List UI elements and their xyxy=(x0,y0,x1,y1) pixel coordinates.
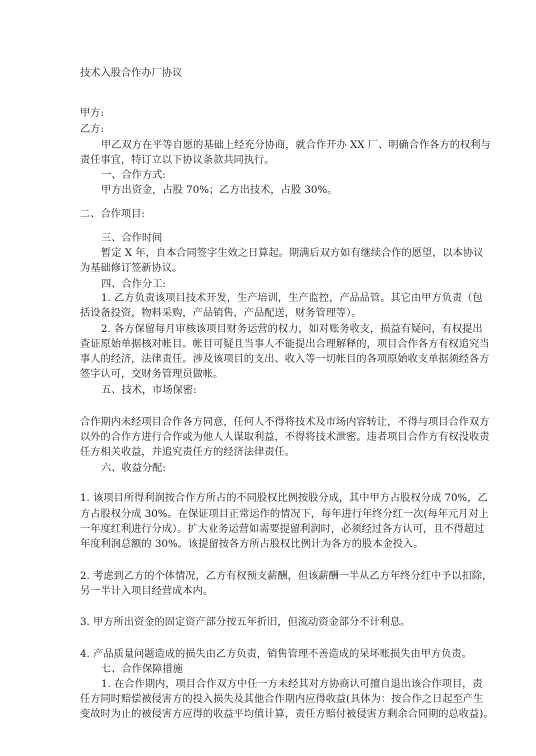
section-4-p1-line: 1. 乙方负责该项目技术开发，生产培训，生产监控，产品品管。其它由甲方负责（包 xyxy=(101,293,483,304)
section-6-heading: 六、收益分配: xyxy=(101,463,166,474)
section-6-p2-line: 2. 考虑到乙方的个体情况，乙方有权预支薪酬，但该薪酬一半从乙方年终分红中予以扣除， xyxy=(80,571,493,582)
section-7-p1-line: 任方同时赔偿被侵害方的投入损失及其他合作期内应得收益(具体为：按合作之日起至产生 xyxy=(80,694,484,705)
section-4-p2-line: 查证原始单据核对帐目。帐目可疑且当事人不能提出合理解释的，项目合作各方有权追究当 xyxy=(80,339,490,350)
section-3-heading: 三、合作时间 xyxy=(101,233,163,244)
section-6-p1-line: 方占股权分成 30%。在保证项目正常运作的情况下，每年进行年终分红一次(每年元月对上 xyxy=(80,509,489,520)
section-3-line: 暂定 X 年，自本合同签字生效之日算起。期满后双方如有继续合作的愿望，以本协议 xyxy=(101,248,484,259)
intro-line: 责任事宜，特订立以下协议条款共同执行。 xyxy=(80,155,275,166)
section-2-heading: 二、合作项目: xyxy=(80,209,145,220)
section-5-line: 以外的合作方进行合作或为他人人谋取利益，不得将技术泄密。违者项目合作方有权没收责 xyxy=(80,432,490,443)
section-6-p2-line: 另一半计入项目经营成本内。 xyxy=(80,586,214,597)
section-4-p2-line: 签字认可，交财务管理员做帐。 xyxy=(80,369,224,380)
section-4-p2-line: 事人的经济，法律责任。涉及该项目的支出、收入等一切帐目的各项原始收支单据须经各方 xyxy=(80,354,490,365)
intro-line: 甲乙双方在平等自愿的基础上经充分协商，就合作开办 XX 厂、明确合作各方的权利与 xyxy=(101,140,491,151)
section-7-heading: 七、合作保障措施 xyxy=(101,664,183,675)
document-title: 技术入股合作办厂协议 xyxy=(80,68,183,79)
section-3-line: 为基础修订签新协议。 xyxy=(80,263,183,274)
section-7-p1-line: 变故时为止的被侵害方应得的收益平均值计算，责任方赔付被侵害方剩余合同期的总收益)。 xyxy=(80,709,494,720)
party-b-label: 乙方: xyxy=(80,124,104,135)
section-1-heading: 一、合作方式: xyxy=(101,170,166,181)
section-4-p1-line: 括设备投资，物料采购，产品销售，产品配送，财务管理等）。 xyxy=(80,308,362,319)
party-a-label: 甲方: xyxy=(80,108,104,119)
section-7-p1-line: 1. 在合作期内，项目合作双方中任一方未经其对方协商认可擅自退出该合作项目，责 xyxy=(101,679,483,690)
section-4-p2-line: 2. 各方保留每月审核该项目财务运营的权力，如对账务收支，损益有疑问，有权提出 xyxy=(101,324,483,335)
section-6-p1-line: 年度利润总额的 30%。该提留按各方所占股权比例计为各方的股本金投入。 xyxy=(80,539,424,550)
section-5-heading: 五、技术，市场保密: xyxy=(101,385,197,396)
section-1-text: 甲方出资金，占股 70%；乙方出技术，占股 30%。 xyxy=(101,185,338,196)
section-6-p1-line: 1. 该项目所得利润按合作方所占的不同股权比例按股分成，其中甲方占股权分成 70%，乙 xyxy=(80,493,488,504)
section-5-line: 任方相关收益，并追究责任方的经济法律责任。 xyxy=(80,447,295,458)
section-6-p1-line: 一年度红利进行分成）。扩大业务运营如需要提留利润时，必须经过各方认可，且不得超过 xyxy=(80,524,485,535)
section-6-p4: 4. 产品质量问题造成的损失由乙方负责，销售管理不善造成的呆坏账损失由甲方负责。 xyxy=(80,649,472,660)
section-5-line: 合作期内未经项目合作各方同意，任何人不得将技术及市场内容转让，不得与项目合作双方 xyxy=(80,417,490,428)
section-6-p3: 3. 甲方所出资金的固定资产部分按五年折旧，但流动资金部分不计利息。 xyxy=(80,617,411,628)
section-4-heading: 四、合作分工: xyxy=(101,279,166,290)
